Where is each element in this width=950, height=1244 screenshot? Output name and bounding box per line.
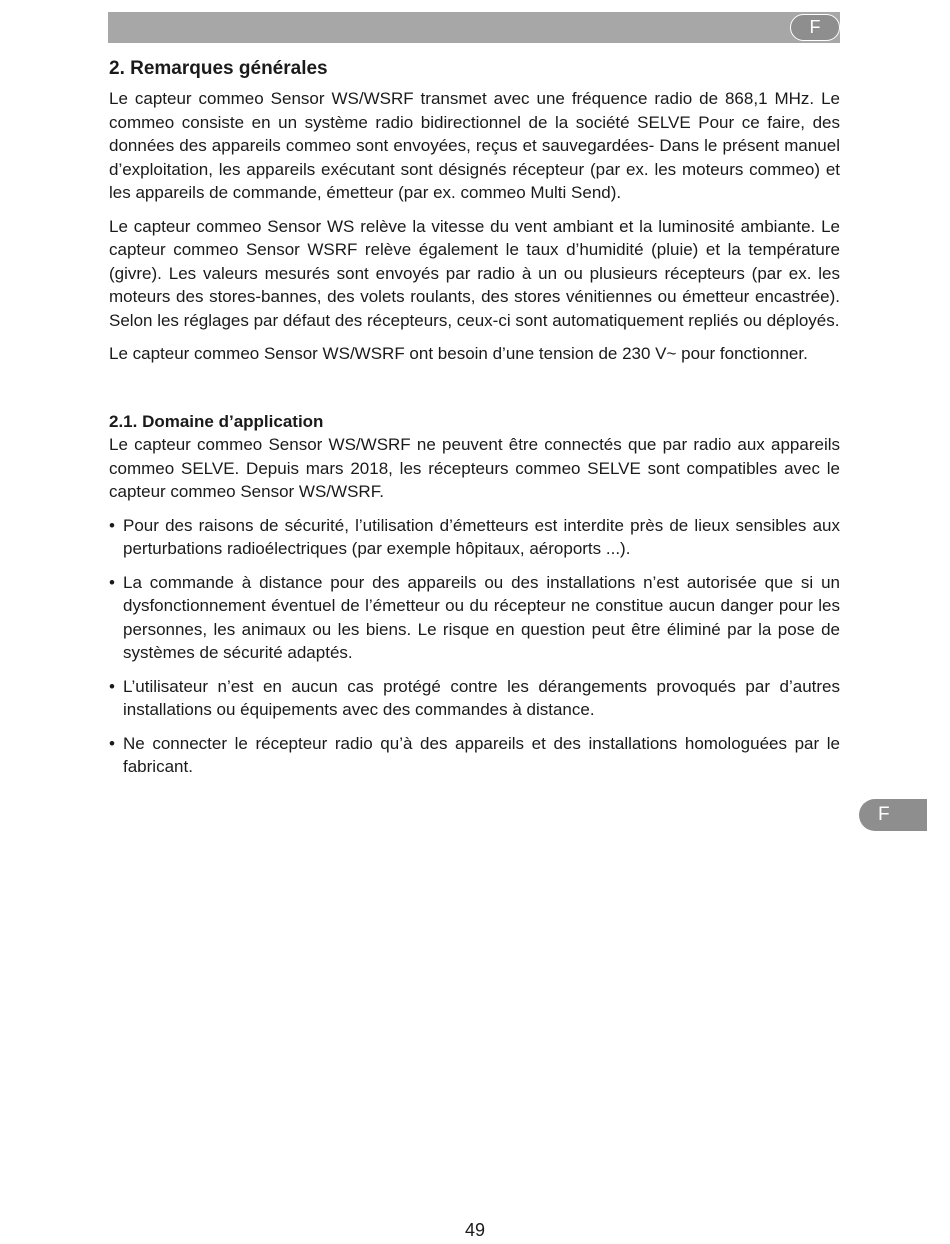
header-bar: [108, 12, 840, 43]
list-item: [109, 571, 840, 665]
bullet-icon: •: [109, 676, 115, 696]
bullet-icon: •: [109, 733, 115, 753]
list-item: [109, 514, 840, 561]
list-item-text: L’utilisateur n’est en aucun cas protégé contre les dérangements provoqués par d’autres installations ou équipements avec des commandes à distance.: [123, 676, 840, 719]
subsection-intro: Le capteur commeo Sensor WS/WSRF ne peuvent être connectés que par radio aux appareils commeo SELVE. Depuis mars 2018, les récepteurs commeo SELVE sont compatibles avec le capteur commeo Sensor WS/WSRF.: [109, 435, 840, 501]
page-number: 49: [464, 1220, 486, 1240]
bullet-list: [109, 514, 840, 779]
section-paragraph-2: Le capteur commeo Sensor WS relève la vitesse du vent ambiant et la luminosité ambiante. Le capteur commeo Sensor WSRF relève également le taux d’humidité (pluie) et la température (givre). Les valeurs mesurés sont envoyés par radio à un ou plusieurs récepteurs (par ex. les moteurs des stores-bannes, des volets roulants, des stores vénitiennes ou émetteur encastrée). Selon les réglages par défaut des récepteurs, ceux-ci sont automatiquement repliés ou déployés.: [109, 216, 840, 330]
section-title: 2. Remarques générales: [109, 58, 328, 79]
section-paragraph-3: Le capteur commeo Sensor WS/WSRF ont besoin d’une tension de 230 V~ pour fonctionner.: [109, 344, 808, 363]
list-item: [109, 732, 840, 779]
bullet-icon: •: [109, 515, 115, 535]
section-paragraph-1: Le capteur commeo Sensor WS/WSRF transmet avec une fréquence radio de 868,1 MHz. Le commeo consiste en un système radio bidirectionnel de la société SELVE Pour ce faire, des données des appareils commeo sont envoyées, reçus et sauvegardées- Dans le présent manuel d’exploitation, les appareils exécutant sont désignés récepteur (par ex. les moteurs commeo) et les appareils de commande, émetteur (par ex. commeo Multi Send).: [109, 89, 840, 202]
bullet-icon: •: [109, 572, 115, 592]
language-tab-side: F: [859, 799, 927, 831]
list-item: [109, 675, 840, 722]
list-item-text: Ne connecter le récepteur radio qu’à des appareils et des installations homologuées par le fabricant.: [123, 733, 840, 776]
language-tab-header: F: [790, 14, 840, 41]
section-gap: [109, 376, 840, 410]
page-content: [109, 57, 840, 789]
list-item-text: La commande à distance pour des appareils ou des installations n’est autorisée que si un dysfonctionnement éventuel de l’émetteur ou du récepteur ne constitue aucun danger pour les personnes, les animaux ou les biens. Le risque en question peut être éliminé par la pose de systèmes de sécurité adaptés.: [123, 572, 840, 662]
subsection-title: 2.1. Domaine d’application: [109, 411, 324, 431]
list-item-text: Pour des raisons de sécurité, l’utilisation d’émetteurs est interdite près de lieux sensibles aux perturbations radioélectriques (par exemple hôpitaux, aéroports ...).: [123, 515, 840, 558]
